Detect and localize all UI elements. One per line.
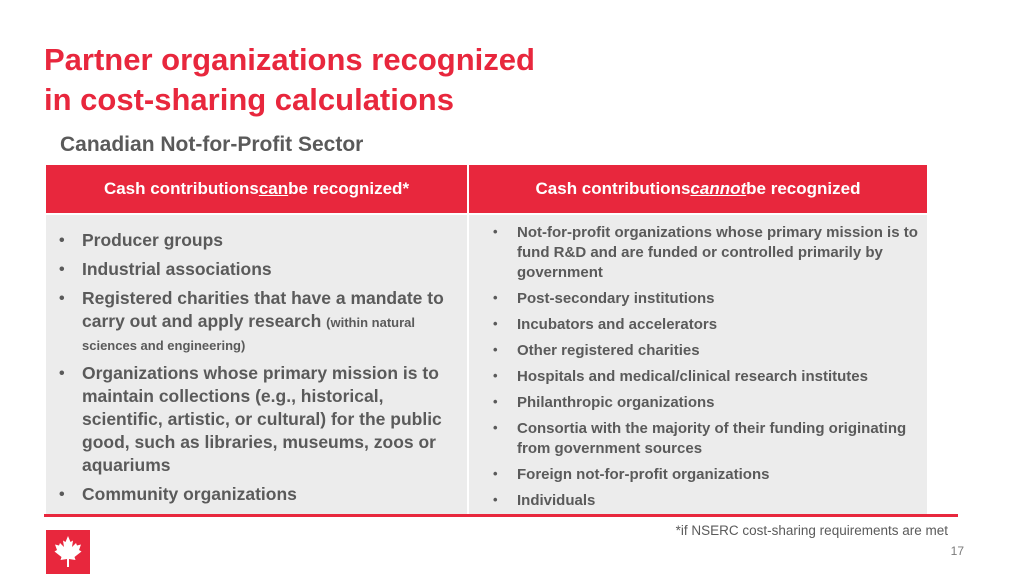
list-item: • Community organizations [56,483,467,506]
comparison-table [46,165,927,514]
list-item: • Other registered charities [491,341,927,361]
list-item: • Not-for-profit organizations whose primary mission is to fund R&D and are funded or controlled primarily by government [491,223,927,283]
list-item: • Producer groups [56,229,467,252]
list-item: • Incubators and accelerators [491,315,927,335]
page-title [44,40,744,120]
title-line-2: in cost-sharing calculations [44,82,454,117]
footer-divider [44,514,958,517]
list-item: • Registered charities that have a mandate to carry out and apply research (within natural sciences and engineering) [56,287,467,356]
list-item: • Foreign not-for-profit organizations [491,465,927,485]
list-item: • Industrial associations [56,258,467,281]
footnote: *if NSERC cost-sharing requirements are met [675,523,948,538]
title-line-1: Partner organizations recognized [44,42,535,77]
list-item-note: (within natural sciences and engineering) [82,315,415,353]
list-item: • Organizations whose primary mission is to maintain collections (e.g., historical, scientific, artistic, or cultural) for the public good, such as libraries, museums, zoos or aquariums [56,362,467,477]
subtitle: Canadian Not-for-Profit Sector [60,133,364,156]
maple-leaf-icon [46,530,90,574]
list-item: • Post-secondary institutions [491,289,927,309]
left-column-list [46,215,467,514]
list-item: • Individuals [491,491,927,511]
left-column-header: Cash contributions can be recognized* [46,165,467,213]
list-item: • Consortia with the majority of their funding originating from government sources [491,419,927,459]
maple-leaf-logo [46,530,90,574]
list-item: • Philanthropic organizations [491,393,927,413]
page-number: 17 [950,544,964,558]
right-column-header: Cash contributions cannot be recognized [469,165,927,213]
emphasis-cannot: cannot [690,179,747,198]
emphasis-can: can [258,179,289,198]
list-item: • Hospitals and medical/clinical research institutes [491,367,927,387]
right-column-list [469,215,927,514]
